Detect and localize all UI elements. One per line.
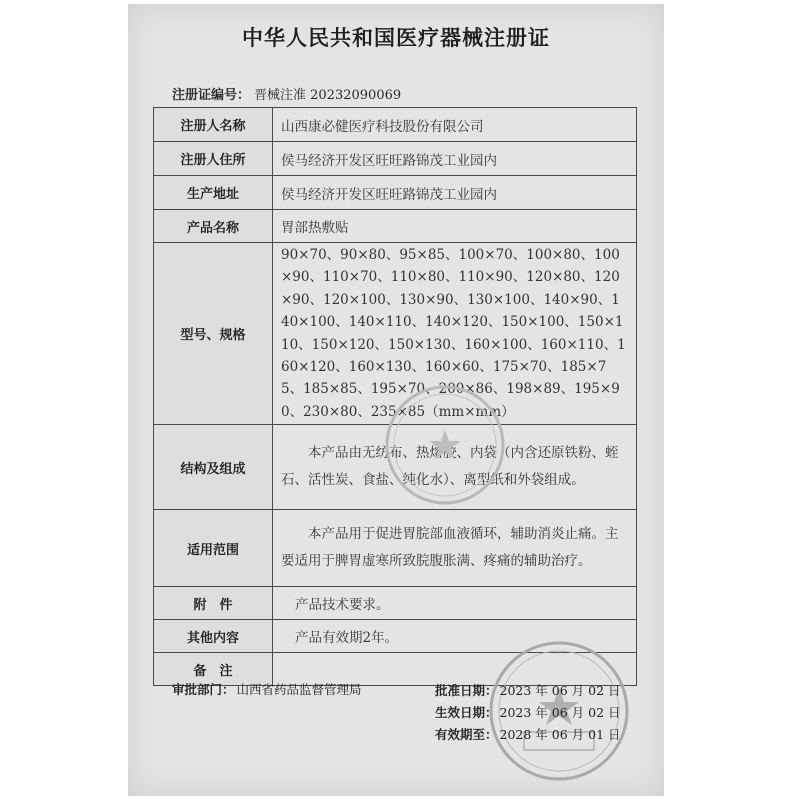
- row-label: 结构及组成: [154, 425, 273, 510]
- table-row: [154, 176, 637, 210]
- row-value: 本产品用于促进胃脘部血液循环，辅助消炎止痛。主要适用于脾胃虚寒所致脘腹胀满、疼痛的辅助治疗。: [273, 510, 637, 587]
- row-value: 侯马经济开发区旺旺路锦茂工业园内: [273, 176, 637, 210]
- authority-label: 审批部门：: [172, 682, 235, 697]
- effective-date-label: 生效日期：: [435, 705, 498, 720]
- table-row: [154, 108, 637, 142]
- registration-number-value: 晋械注准 20232090069: [254, 88, 402, 103]
- row-label: 备 注: [154, 653, 273, 686]
- certificate-title: 中华人民共和国医疗器械注册证: [242, 26, 550, 50]
- table-row: [154, 210, 637, 243]
- row-label: 型号、规格: [154, 243, 273, 425]
- row-label: 其他内容: [154, 620, 273, 653]
- approval-date-label: 批准日期：: [435, 683, 498, 698]
- expiry-date-label: 有效期至：: [435, 727, 498, 742]
- expiry-date: [435, 724, 621, 746]
- row-value: 90×70、90×80、95×85、100×70、100×80、100×90、110×70、110×80、110×90、120×80、120×90、120×100、130×90、130×100、140×90、140×100、140×110、140×120、150×100、150×110、150×120、150×130、160×100、160×110、160×120、160×130、160×60、175×70、185×75、185×85、195×70、200×86、198×89、195×90、230×80、235×85（mm×mm）: [273, 243, 637, 425]
- expiry-date-value: 2028 年 06 月 01 日: [499, 727, 621, 742]
- approving-authority: [172, 680, 362, 698]
- registration-number-label: 注册证编号：: [172, 88, 251, 103]
- effective-date: [435, 702, 621, 724]
- registration-number: [172, 84, 401, 103]
- row-value: 产品有效期2年。: [273, 620, 637, 653]
- row-label: 产品名称: [154, 210, 273, 243]
- row-value: 侯马经济开发区旺旺路锦茂工业园内: [273, 142, 637, 176]
- table-row: [154, 510, 637, 587]
- row-value: 产品技术要求。: [273, 587, 637, 620]
- effective-date-value: 2023 年 06 月 02 日: [499, 705, 621, 720]
- row-value: 胃部热敷贴: [273, 210, 637, 243]
- center-seal-stamp: [380, 380, 510, 510]
- row-label: 附 件: [154, 587, 273, 620]
- authority-value: 山西省药品监督管理局: [236, 682, 362, 697]
- row-value: 本产品由无纺布、热熔胶、内袋（内含还原铁粉、蛭石、活性炭、食盐、纯化水）、离型纸和外袋组成。: [273, 425, 637, 510]
- approval-date: [435, 680, 621, 702]
- table-row: [154, 587, 637, 620]
- row-value: 山西康必健医疗科技股份有限公司: [273, 108, 637, 142]
- row-label: 适用范围: [154, 510, 273, 587]
- row-label: 生产地址: [154, 176, 273, 210]
- approval-date-value: 2023 年 06 月 02 日: [499, 683, 621, 698]
- date-block: [435, 680, 621, 746]
- table-row: [154, 142, 637, 176]
- certificate-sheet: [128, 4, 664, 796]
- row-label: 注册人名称: [154, 108, 273, 142]
- row-label: 注册人住所: [154, 142, 273, 176]
